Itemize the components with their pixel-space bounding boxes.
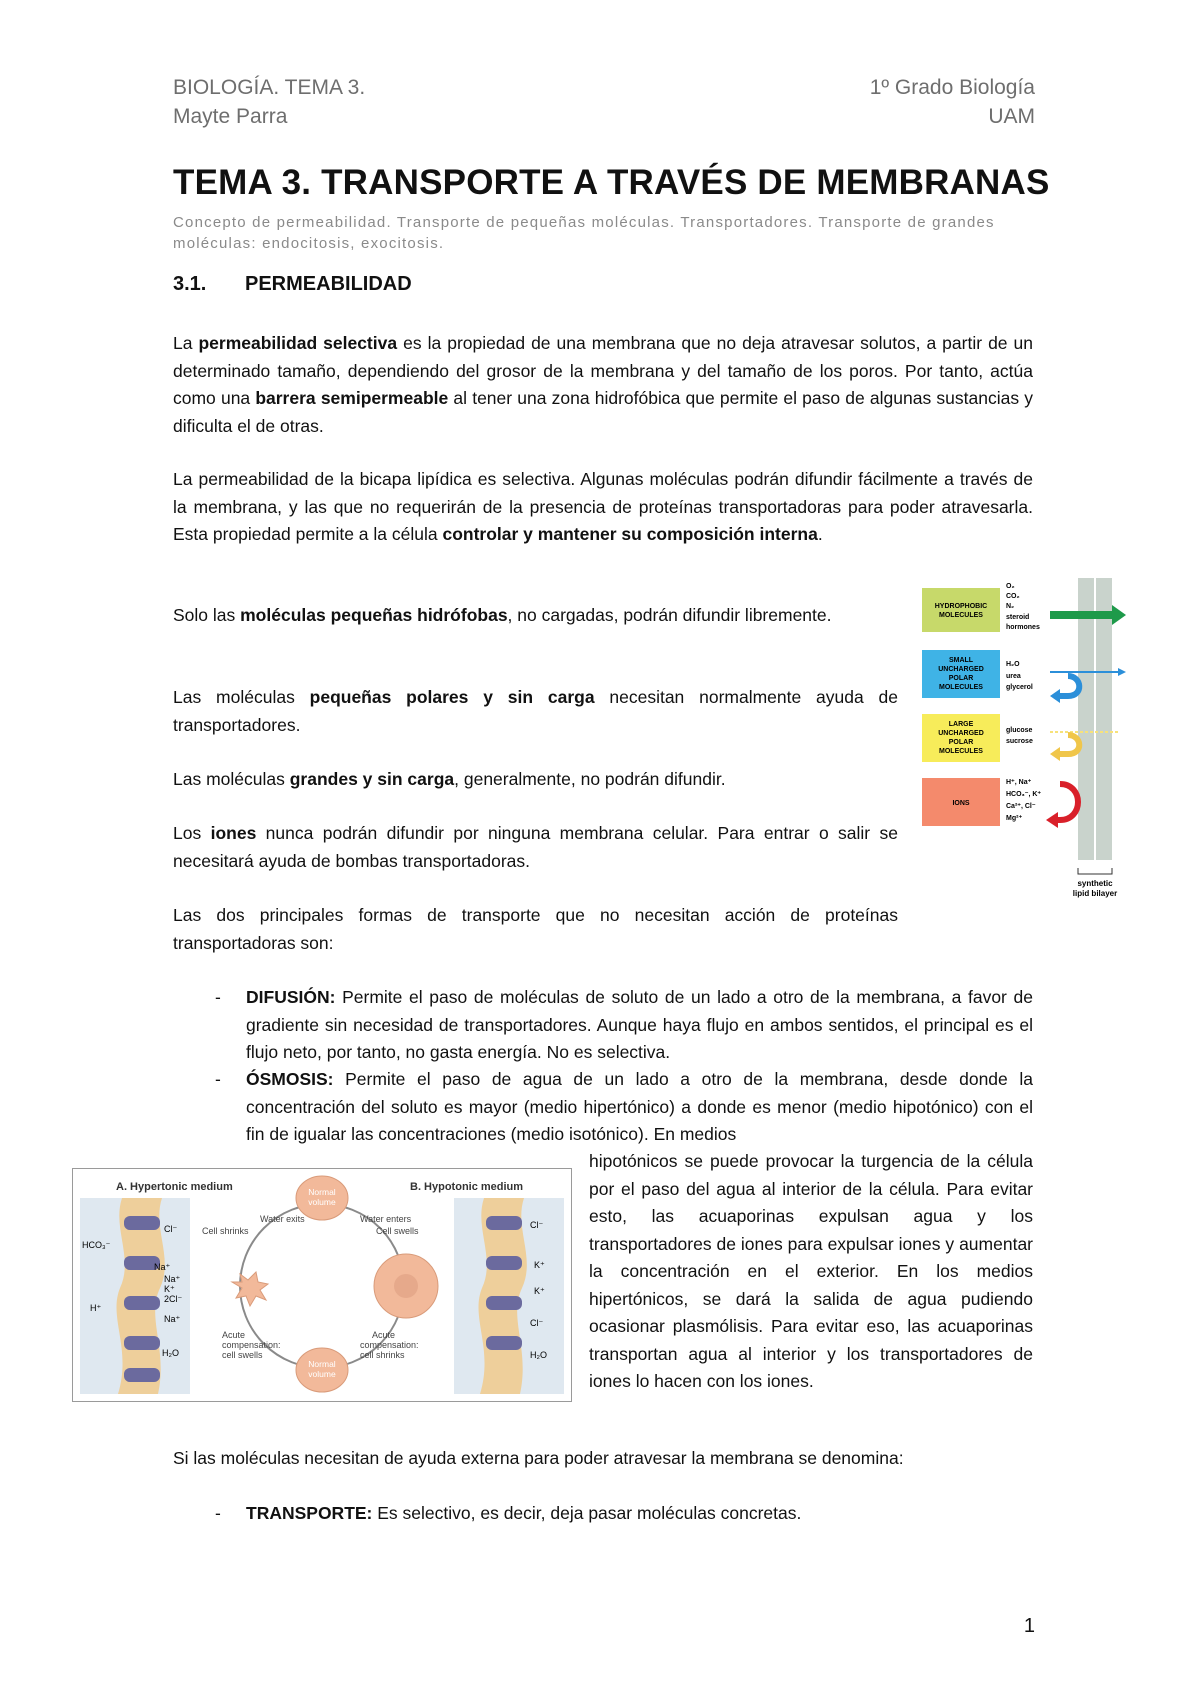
box-label: UNCHARGED: [938, 730, 984, 737]
acute-compensation-right: Acute: [372, 1330, 396, 1340]
list-dash: -: [215, 987, 221, 1007]
section-number: 3.1.: [173, 273, 207, 295]
section-title: PERMEABILIDAD: [245, 273, 412, 295]
list-item-text: [246, 1066, 1033, 1149]
acute-compensation-left: cell swells: [222, 1350, 263, 1360]
header-left: [173, 73, 365, 131]
cell-swells-label: Cell swells: [376, 1226, 419, 1236]
right-channel: [486, 1216, 522, 1230]
left-channel: [124, 1296, 160, 1310]
section-heading: [173, 273, 412, 296]
water-enters-label: Water enters: [360, 1214, 412, 1224]
acute-compensation-left: Acute: [222, 1330, 246, 1340]
right-channel: [486, 1296, 522, 1310]
box-label: UNCHARGED: [938, 666, 984, 673]
panel-a-title: A. Hypertonic medium: [116, 1181, 233, 1193]
text-run: Los: [173, 823, 211, 843]
hydrophobic-arrow-head: [1112, 605, 1126, 625]
paragraph-external-help: Si las moléculas necesitan de ayuda externa para poder atravesar la membrana se denomina:: [173, 1448, 904, 1468]
left-channel: [124, 1216, 160, 1230]
normal-volume-label: volume: [308, 1197, 336, 1207]
ion-label: H₂O: [530, 1350, 547, 1360]
bilayer-leaflet-left: [1078, 578, 1094, 860]
bilayer-leaflet-right: [1096, 578, 1112, 860]
hydrophobic-arrow-shaft: [1050, 611, 1112, 619]
ion-label: Na⁺: [164, 1314, 181, 1324]
header-course: BIOLOGÍA. TEMA 3.: [173, 76, 366, 99]
osmosis-continuation: hipotónicos se puede provocar la turgencia de la célula por el paso del agua al interior de la célula. Para evitar esto, las acuaporinas expulsan agua y los transportadores de iones para expulsar iones y aumentar la concentración en el exterior. En los medios hipertónicos, se dará la salida de agua pudiendo ocasionar plasmólisis. Para evitar eso, las acuaporinas transportan agua al interior y los transportadores de iones lo hacen con los iones.: [589, 1151, 1033, 1391]
small-polar-arrow-head: [1118, 668, 1126, 676]
molecule-label: CO₂: [1006, 593, 1020, 600]
topic-summary: Concepto de permeabilidad. Transporte de pequeñas moléculas. Transportadores. Transporte de grandes moléculas: endocitosis, exocitosis.: [173, 214, 995, 252]
bilayer-gap: [1094, 578, 1096, 860]
acute-compensation-right: cell shrinks: [360, 1350, 405, 1360]
text-run: Las moléculas: [173, 769, 290, 789]
normal-volume-label: Normal: [308, 1359, 336, 1369]
text-run: , generalmente, no podrán difundir.: [454, 769, 726, 789]
ion-label: 2Cl⁻: [164, 1294, 183, 1304]
bilayer-bracket: [1078, 868, 1112, 874]
bold-term: pequeñas polares y sin carga: [309, 687, 595, 707]
text-run: Permite el paso de moléculas de soluto de un lado a otro de la membrana, a favor de gradiente sin necesidad de transportadores. Aunque haya flujo en ambos sentidos, el principal es el flujo neto, por tanto, no gasta energía. No es selectiva.: [246, 987, 1033, 1062]
permeability-figure: [918, 572, 1128, 912]
ion-label: Cl⁻: [530, 1220, 544, 1230]
paragraph-ions: [173, 820, 898, 875]
ion-label: K⁺: [164, 1284, 175, 1294]
text-run: .: [817, 524, 823, 544]
text-run: Es selectivo, es decir, deja pasar moléculas concretas.: [372, 1503, 802, 1523]
molecule-label: O₂: [1006, 583, 1015, 590]
large-polar-return-head: [1050, 747, 1060, 761]
ions-group: [922, 778, 1078, 828]
water-exits-label: Water exits: [260, 1214, 305, 1224]
molecule-label: urea: [1006, 673, 1021, 680]
molecule-label: Mg²⁺: [1006, 815, 1023, 822]
text-run: Solo las: [173, 605, 241, 625]
ion-label: H₂O: [162, 1348, 179, 1358]
right-channel: [486, 1336, 522, 1350]
molecule-label: N₂: [1006, 603, 1015, 610]
text-run: Permite el paso de agua de un lado a otro de la membrana, desde donde la concentración del soluto es mayor (medio hipertónico) a donde es menor (medio hipotónico) con el fin de igualar las concentraciones (medio isotónico). En medios: [246, 1069, 1033, 1144]
list-dash: -: [215, 1069, 221, 1089]
bilayer-label: lipid bilayer: [1072, 889, 1118, 898]
box-label: POLAR: [948, 739, 974, 746]
ion-label: K⁺: [534, 1260, 545, 1270]
header-right: [870, 73, 1035, 131]
small-polar-return-arrow: [1058, 676, 1079, 696]
ions-return-head: [1046, 812, 1058, 828]
bold-term: TRANSPORTE:: [246, 1503, 373, 1523]
text-run: , no cargadas, podrán difundir libremente.: [507, 605, 832, 625]
paragraph-transport-forms: Las dos principales formas de transporte que no necesitan acción de proteínas transportadoras son:: [173, 905, 898, 953]
list-item-text: [246, 1500, 1033, 1528]
header-author: Mayte Parra: [173, 105, 288, 128]
hydrophobic-box: [922, 588, 1000, 632]
box-label: POLAR: [948, 675, 974, 682]
acute-compensation-right: compensation:: [360, 1340, 419, 1350]
header-degree: 1º Grado Biología: [869, 76, 1035, 99]
text-run: necesitan normalmente ayuda de transportadores.: [173, 687, 899, 735]
cell-shrinks-label: Cell shrinks: [202, 1226, 249, 1236]
large-polar-return-arrow: [1058, 735, 1079, 754]
acute-compensation-left: compensation:: [222, 1340, 281, 1350]
bilayer-label: synthetic: [1077, 879, 1113, 888]
list-item-osmosis: [173, 1066, 1033, 1149]
molecule-label: H₂O: [1006, 661, 1020, 668]
normal-volume-label: Normal: [308, 1187, 336, 1197]
swollen-cell-nucleus: [394, 1274, 418, 1298]
list-item-transporte: [173, 1500, 1033, 1528]
ion-label: Na⁺: [154, 1262, 171, 1272]
box-label: SMALL: [948, 657, 974, 664]
box-label: LARGE: [948, 721, 974, 728]
molecule-label: steroid: [1006, 614, 1030, 621]
text-run: La permeabilidad de la bicapa lipídica es selectiva. Algunas moléculas podrán difundir fácilmente a través de la membrana, y las que no requerirán de la presencia de proteínas transportadoras para poder atravesarla. Esta propiedad permite a la célula: [173, 469, 1033, 544]
bold-term: DIFUSIÓN:: [246, 987, 336, 1007]
ion-label: Cl⁻: [530, 1318, 544, 1328]
bold-term: moléculas pequeñas hidrófobas: [240, 605, 508, 625]
paragraph-bilayer: [173, 466, 1033, 549]
normal-volume-label: volume: [308, 1369, 336, 1379]
header-university: UAM: [988, 105, 1035, 128]
text-run: La: [173, 333, 199, 353]
box-label: MOLECULES: [939, 612, 983, 619]
left-channel: [124, 1336, 160, 1350]
molecule-label: sucrose: [1006, 738, 1033, 745]
bold-term: barrera semipermeable: [255, 388, 449, 408]
bold-term: iones: [210, 823, 257, 843]
left-channel: [124, 1368, 160, 1382]
molecule-label: H⁺, Na⁺: [1006, 779, 1032, 786]
page-title: TEMA 3. TRANSPORTE A TRAVÉS DE MEMBRANAS: [173, 163, 1050, 202]
ion-label: Cl⁻: [164, 1224, 178, 1234]
ion-label: H⁺: [90, 1303, 102, 1313]
box-label: MOLECULES: [939, 684, 983, 691]
molecule-label: glycerol: [1006, 684, 1033, 691]
text-run: nunca podrán difundir por ninguna membrana celular. Para entrar o salir se necesitará ayuda de bombas transportadoras.: [173, 823, 898, 871]
box-label: HYDROPHOBIC: [934, 603, 988, 610]
box-label: IONS: [952, 800, 970, 807]
bold-term: permeabilidad selectiva: [198, 333, 398, 353]
paragraph-selective-permeability: [173, 330, 1033, 440]
paragraph-large-uncharged: [173, 766, 898, 794]
bold-term: controlar y mantener su composición interna: [442, 524, 818, 544]
list-item-difusion: [173, 984, 1033, 1067]
box-label: MOLECULES: [939, 748, 983, 755]
molecule-label: HCO₃⁻, K⁺: [1006, 791, 1042, 798]
ion-label: K⁺: [534, 1286, 545, 1296]
small-polar-return-head: [1050, 689, 1060, 703]
ion-label: Na⁺: [164, 1274, 181, 1284]
paragraph-hydrophobic: [173, 602, 898, 630]
text-run: al tener una zona hidrofóbica que permite el paso de algunas sustancias y dificulta el de otras.: [173, 388, 1033, 436]
bold-term: ÓSMOSIS:: [246, 1069, 334, 1089]
ions-return-arrow: [1056, 784, 1078, 820]
paragraph-small-polar: [173, 684, 898, 739]
bold-term: grandes y sin carga: [289, 769, 455, 789]
ion-label: HCO₃⁻: [82, 1240, 111, 1250]
right-channel: [486, 1256, 522, 1270]
list-dash: -: [215, 1503, 221, 1523]
molecule-label: Ca²⁺, Cl⁻: [1006, 803, 1036, 810]
molecule-label: glucose: [1006, 727, 1033, 734]
page-number: 1: [1023, 1615, 1035, 1637]
osmosis-figure: [72, 1168, 572, 1402]
text-run: Las moléculas: [173, 687, 310, 707]
molecule-label: hormones: [1006, 624, 1040, 631]
text-run: es la propiedad de una membrana que no deja atravesar solutos, a partir de un determinado tamaño, dependiendo del grosor de la membrana y del tamaño de los poros. Por tanto, actúa como una: [173, 333, 1034, 408]
list-item-text: [246, 984, 1033, 1067]
panel-b-title: B. Hypotonic medium: [410, 1181, 524, 1193]
